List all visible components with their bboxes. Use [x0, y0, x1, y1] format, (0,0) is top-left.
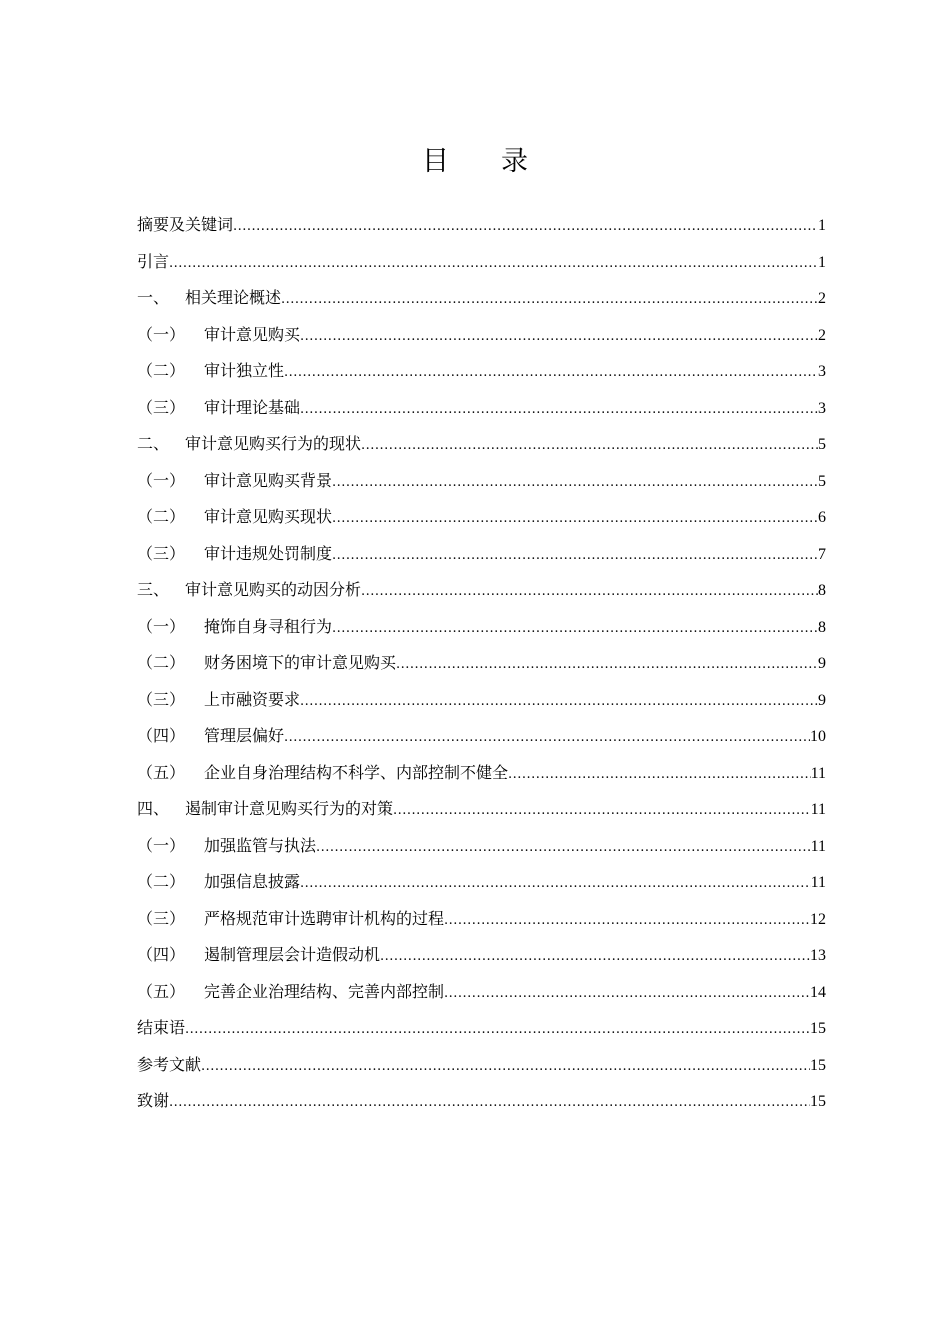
toc-entry-text: 完善企业治理结构、完善内部控制	[204, 981, 445, 1001]
toc-entry-text: 遏制审计意见购买行为的对策	[185, 799, 394, 818]
dot-leader	[332, 465, 818, 502]
toc-entry-page-number: 1	[818, 253, 826, 271]
dot-leader	[169, 246, 818, 283]
toc-entry-text: 加强信息披露	[204, 872, 301, 891]
toc-entry-number: （二）	[137, 507, 186, 526]
toc-entry[interactable]	[137, 609, 826, 646]
toc-entry-page-number: 3	[818, 363, 826, 380]
toc-entry-number: （三）	[137, 397, 186, 417]
toc-entry-text: 审计独立性	[204, 361, 285, 380]
toc-entry[interactable]	[137, 718, 826, 755]
toc-entry[interactable]	[137, 536, 826, 573]
toc-entry[interactable]	[137, 244, 826, 281]
dot-leader	[300, 319, 818, 356]
toc-entry-text: 摘要及关键词	[137, 215, 234, 234]
toc-entry-text: 加强监管与执法	[204, 835, 317, 855]
dot-leader	[300, 684, 818, 721]
toc-entry-text: 致谢	[137, 1091, 170, 1110]
toc-entry-number: （四）	[137, 726, 186, 745]
toc-entry-page-number: 5	[818, 436, 826, 453]
dot-leader	[284, 720, 810, 757]
toc-entry-number: （三）	[137, 908, 186, 928]
toc-entry-number: 一、	[137, 288, 170, 307]
toc-entry[interactable]	[137, 682, 826, 719]
toc-entry-text: 管理层偏好	[204, 726, 285, 745]
toc-entry-text: 审计意见购买行为的现状	[185, 434, 362, 453]
toc-entry-page-number: 14	[810, 983, 826, 1001]
toc-entry[interactable]	[137, 974, 826, 1011]
toc-entry-number: （五）	[137, 762, 186, 782]
toc-entry-page-number: 15	[810, 1093, 826, 1110]
dot-leader	[332, 611, 818, 648]
toc-entry[interactable]	[137, 645, 826, 682]
toc-entry-page-number: 6	[818, 509, 826, 526]
dot-leader	[185, 1012, 810, 1049]
toc-entry-page-number: 7	[818, 545, 826, 563]
toc-entry-page-number: 3	[818, 399, 826, 417]
toc-entry-number: （一）	[137, 835, 186, 855]
dot-leader	[508, 757, 811, 794]
toc-entry-number: （五）	[137, 981, 186, 1001]
toc-entry-page-number: 8	[818, 618, 826, 636]
toc-entry-page-number: 10	[810, 728, 826, 745]
dot-leader	[201, 1049, 810, 1086]
toc-entry-number: （三）	[137, 689, 186, 709]
toc-entry-text: 掩饰自身寻租行为	[204, 616, 333, 636]
toc-entry-page-number: 13	[810, 947, 826, 964]
toc-entry-text: 上市融资要求	[204, 689, 301, 709]
toc-entry[interactable]	[137, 317, 826, 354]
toc-entry[interactable]	[137, 864, 826, 901]
toc-entry[interactable]	[137, 572, 826, 609]
dot-leader	[284, 355, 818, 392]
dot-leader	[361, 574, 818, 611]
toc-entry-text: 审计理论基础	[204, 397, 301, 417]
toc-entry[interactable]	[137, 791, 826, 828]
toc-entry-page-number: 9	[818, 655, 826, 672]
toc-entry[interactable]	[137, 280, 826, 317]
toc-entry-page-number: 8	[818, 582, 826, 599]
toc-entry-page-number: 2	[818, 290, 826, 307]
toc-entry-text: 参考文献	[137, 1054, 202, 1074]
toc-entry-page-number: 11	[810, 837, 826, 855]
toc-list	[137, 207, 826, 1120]
toc-entry-page-number: 15	[810, 1020, 826, 1037]
toc-entry-text: 审计意见购买	[204, 324, 301, 344]
toc-entry-page-number: 12	[810, 910, 826, 928]
toc-entry-text: 审计意见购买背景	[204, 470, 333, 490]
toc-entry-number: （一）	[137, 470, 186, 490]
dot-leader	[233, 209, 818, 246]
toc-entry-page-number: 11	[810, 801, 826, 818]
toc-entry-page-number: 11	[810, 874, 826, 891]
dot-leader	[300, 392, 818, 429]
toc-entry-number: （一）	[137, 616, 186, 636]
toc-entry-text: 严格规范审计选聘审计机构的过程	[204, 908, 445, 928]
dot-leader	[393, 793, 811, 830]
toc-entry-number: 三、	[137, 580, 170, 599]
toc-entry[interactable]	[137, 901, 826, 938]
toc-entry-number: （三）	[137, 543, 186, 563]
toc-entry-page-number: 15	[810, 1056, 826, 1074]
toc-entry[interactable]	[137, 755, 826, 792]
dot-leader	[380, 939, 810, 976]
toc-entry-text: 审计违规处罚制度	[204, 543, 333, 563]
toc-entry[interactable]	[137, 426, 826, 463]
toc-entry[interactable]	[137, 1047, 826, 1084]
toc-entry[interactable]	[137, 207, 826, 244]
toc-entry-page-number: 5	[818, 472, 826, 490]
dot-leader	[169, 1085, 810, 1122]
toc-entry-text: 财务困境下的审计意见购买	[204, 653, 397, 672]
toc-title: 目录	[422, 146, 580, 177]
toc-entry[interactable]	[137, 828, 826, 865]
toc-entry-text: 审计意见购买现状	[204, 507, 333, 526]
dot-leader	[396, 647, 818, 684]
toc-entry[interactable]	[137, 1010, 826, 1047]
dot-leader	[332, 501, 818, 538]
toc-entry[interactable]	[137, 1083, 826, 1120]
dot-leader	[300, 866, 811, 903]
toc-entry-text: 相关理论概述	[185, 288, 282, 307]
toc-entry-page-number: 11	[810, 764, 826, 782]
dot-leader	[281, 282, 818, 319]
toc-entry-text: 遏制管理层会计造假动机	[204, 945, 381, 964]
toc-entry-number: 二、	[137, 434, 170, 453]
dot-leader	[361, 428, 818, 465]
dot-leader	[444, 903, 810, 940]
toc-entry-number: （一）	[137, 324, 186, 344]
toc-entry-number: （四）	[137, 945, 186, 964]
toc-entry[interactable]	[137, 353, 826, 390]
dot-leader	[444, 976, 810, 1013]
toc-entry[interactable]	[137, 390, 826, 427]
toc-entry-page-number: 1	[818, 217, 826, 234]
toc-entry[interactable]	[137, 463, 826, 500]
toc-entry-page-number: 9	[818, 691, 826, 709]
toc-entry-text: 企业自身治理结构不科学、内部控制不健全	[204, 762, 509, 782]
dot-leader	[316, 830, 811, 867]
toc-entry-text: 引言	[137, 251, 170, 271]
dot-leader	[332, 538, 818, 575]
toc-entry-page-number: 2	[818, 326, 826, 344]
toc-entry[interactable]	[137, 499, 826, 536]
toc-entry-number: 四、	[137, 799, 170, 818]
toc-entry-text: 结束语	[137, 1018, 186, 1037]
toc-entry-text: 审计意见购买的动因分析	[185, 580, 362, 599]
toc-entry-number: （二）	[137, 653, 186, 672]
toc-entry[interactable]	[137, 937, 826, 974]
toc-entry-number: （二）	[137, 361, 186, 380]
toc-entry-number: （二）	[137, 872, 186, 891]
